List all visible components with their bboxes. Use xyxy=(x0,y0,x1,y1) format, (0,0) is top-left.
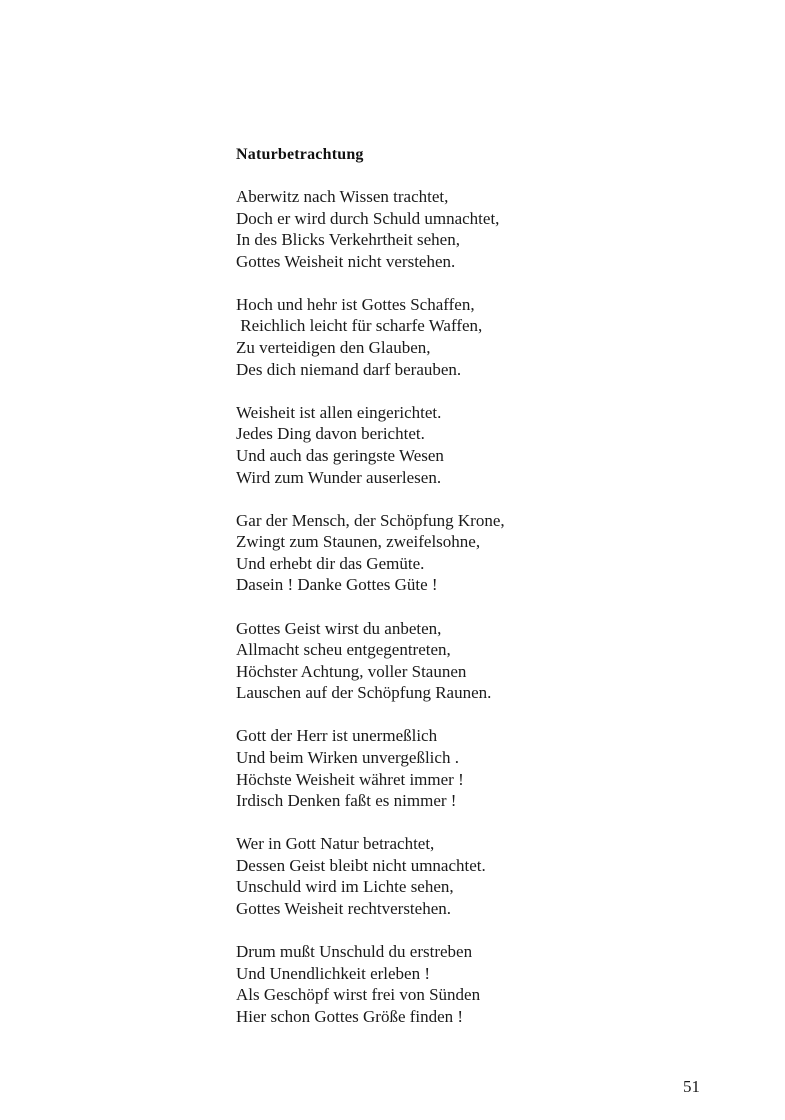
stanza-8 xyxy=(236,941,616,1027)
poem-line: Gottes Weisheit rechtverstehen. xyxy=(236,899,451,919)
poem-line: Unschuld wird im Lichte sehen, xyxy=(236,877,454,897)
poem-line: Dessen Geist bleibt nicht umnachtet. xyxy=(236,855,486,875)
poem-line: Wird zum Wunder auserlesen. xyxy=(236,467,442,487)
poem-line: Weisheit ist allen eingerichtet. xyxy=(236,402,442,422)
stanza-1 xyxy=(236,186,616,272)
poem-line: Jedes Ding davon berichtet. xyxy=(236,424,425,444)
stanza-2 xyxy=(236,294,616,380)
poem-line: Höchster Achtung, voller Staunen xyxy=(236,661,467,681)
poem-line: Dasein ! Danke Gottes Güte ! xyxy=(236,575,438,595)
stanza-7 xyxy=(236,833,616,919)
poem-line: Reichlich leicht für scharfe Waffen, xyxy=(236,316,483,336)
poem-line: Aberwitz nach Wissen trachtet, xyxy=(236,187,449,206)
poem-line: Hoch und hehr ist Gottes Schaffen, xyxy=(236,294,475,314)
poem-line: Zu verteidigen den Glauben, xyxy=(236,338,431,358)
poem-line: Und auch das geringste Wesen xyxy=(236,445,444,465)
poem-line: Wer in Gott Natur betrachtet, xyxy=(236,834,435,854)
poem-line: Gar der Mensch, der Schöpfung Krone, xyxy=(236,510,505,530)
poem-line: Gottes Weisheit nicht verstehen. xyxy=(236,251,456,271)
poem-line: Zwingt zum Staunen, zweifelsohne, xyxy=(236,532,481,552)
poem-line: Und erhebt dir das Gemüte. xyxy=(236,553,425,573)
poem-line: Gott der Herr ist unermeßlich xyxy=(236,726,438,746)
poem-line: Hier schon Gottes Größe finden ! xyxy=(236,1006,464,1026)
poem-line: Des dich niemand darf berauben. xyxy=(236,359,462,379)
poem-line: Lauschen auf der Schöpfung Raunen. xyxy=(236,683,492,703)
poem-body xyxy=(236,186,616,1049)
poem-line: Und beim Wirken unvergeßlich . xyxy=(236,747,459,767)
poem-line: Doch er wird durch Schuld umnachtet, xyxy=(236,208,500,228)
poem-title: Naturbetrachtung xyxy=(236,146,364,163)
poem-line: Irdisch Denken faßt es nimmer ! xyxy=(236,791,457,811)
stanza-6 xyxy=(236,725,616,811)
poem-line: Allmacht scheu entgegentreten, xyxy=(236,640,451,660)
poem-line: Und Unendlichkeit erleben ! xyxy=(236,963,431,983)
stanza-5 xyxy=(236,618,616,704)
stanza-4 xyxy=(236,510,616,596)
poem-line: In des Blicks Verkehrtheit sehen, xyxy=(236,230,460,250)
poem-line: Höchste Weisheit währet immer ! xyxy=(236,769,464,789)
poem-line: Gottes Geist wirst du anbeten, xyxy=(236,618,442,638)
poem-line: Drum mußt Unschuld du erstreben xyxy=(236,942,473,962)
poem-line: Als Geschöpf wirst frei von Sünden xyxy=(236,985,481,1005)
page-number: 51 xyxy=(683,1077,700,1096)
stanza-3 xyxy=(236,402,616,488)
